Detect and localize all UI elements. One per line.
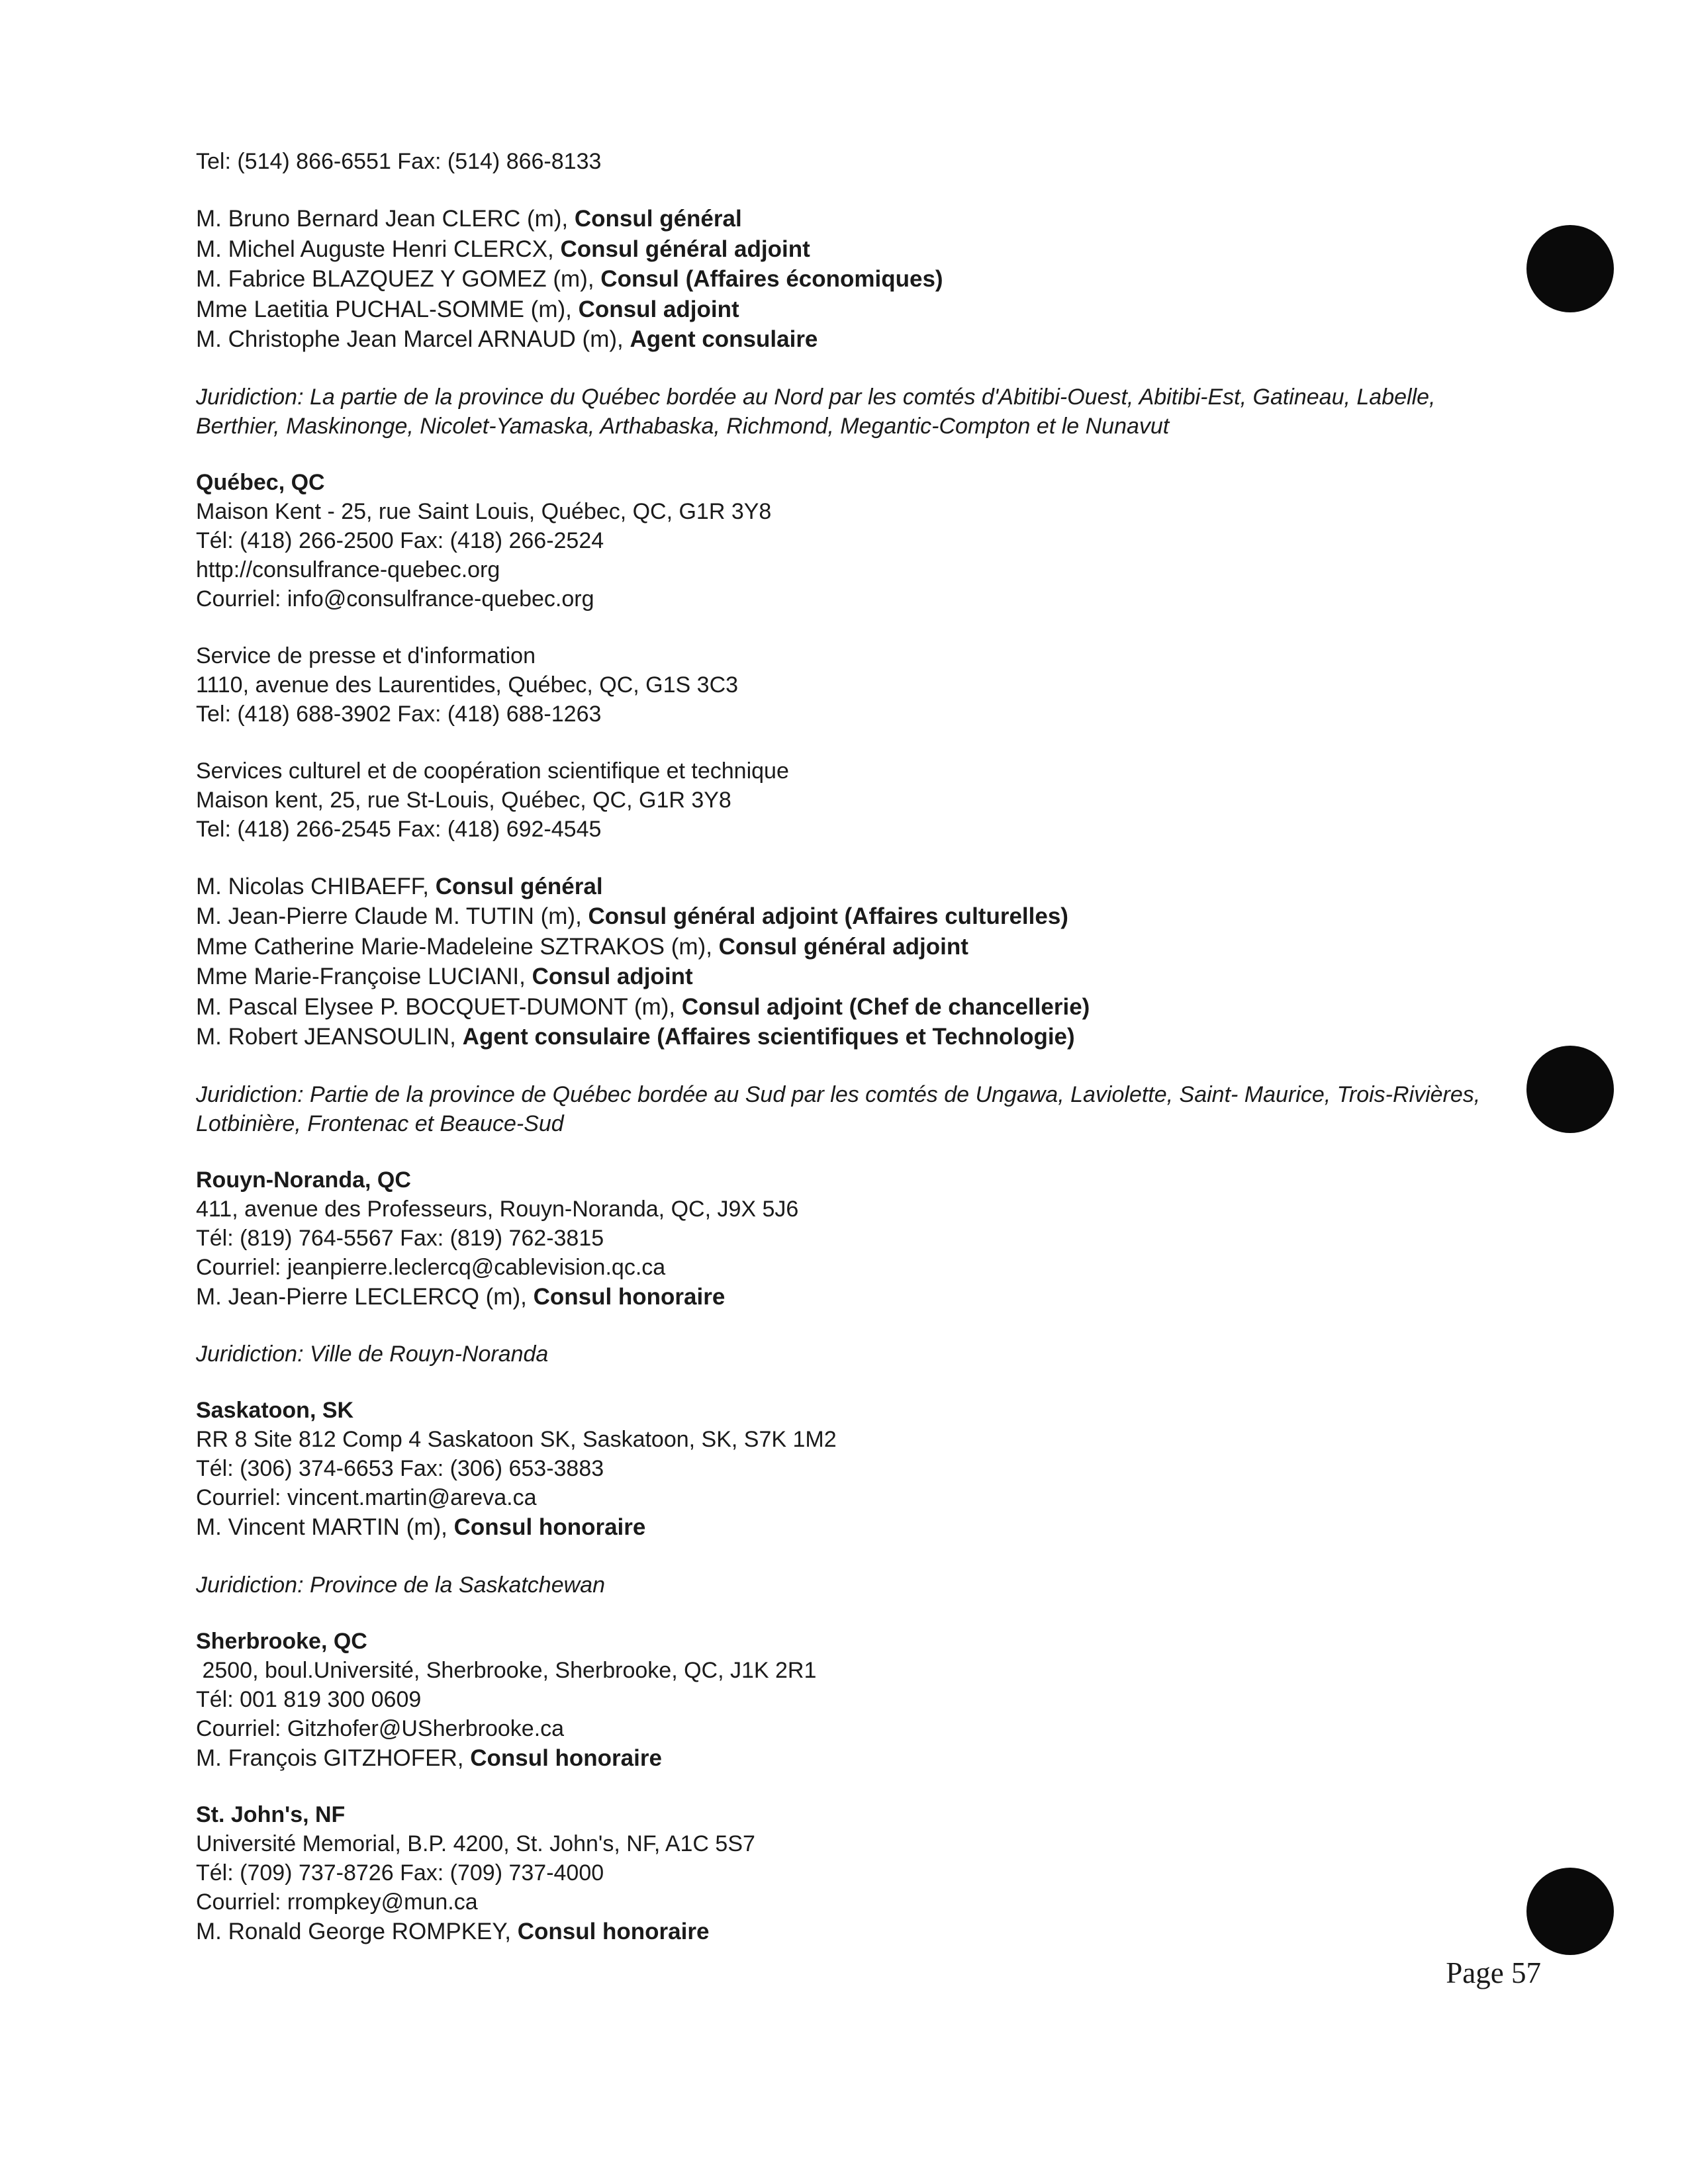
officer-line: M. Bruno Bernard Jean CLERC (m), Consul général [196, 206, 742, 232]
officer-line: M. François GITZHOFER, Consul honoraire [196, 1745, 662, 1771]
jurisdiction-text: Juridiction: Province de la Saskatchewan [196, 1572, 605, 1598]
website-link[interactable]: http://consulfrance-quebec.org [196, 557, 500, 582]
officer-line: Mme Catherine Marie-Madeleine SZTRAKOS (m), Consul général adjoint [196, 933, 968, 960]
service-title: Service de presse et d'information [196, 643, 536, 668]
jurisdiction-text: Juridiction: La partie de la province du Québec bordée au Nord par les comtés d'Abitibi-Ouest, Abitibi-Est, Gatineau, Labelle, Berthier, Maskinonge, Nicolet-Yamaska, Arthabaska, Richmond, Megantic-Compton et le Nunavut [196, 384, 1436, 439]
phone-line: Tel: (418) 688-3902 Fax: (418) 688-1263 [196, 701, 602, 727]
section-heading-rouyn-noranda: Rouyn-Noranda, QC [196, 1167, 411, 1193]
officer-line: M. Robert JEANSOULIN, Agent consulaire (Affaires scientifiques et Technologie) [196, 1024, 1075, 1050]
phone-line: Tél: (306) 374-6653 Fax: (306) 653-3883 [196, 1456, 604, 1481]
officer-list [196, 872, 1507, 1052]
address-line: Université Memorial, B.P. 4200, St. John's, NF, A1C 5S7 [196, 1831, 755, 1856]
officer-line: M. Nicolas CHIBAEFF, Consul général [196, 873, 603, 899]
jurisdiction-text: Juridiction: Partie de la province de Québec bordée au Sud par les comtés de Ungawa, Laviolette, Saint- Maurice, Trois-Rivières, Lotbinière, Frontenac et Beauce-Sud [196, 1081, 1481, 1136]
punch-hole-middle [1526, 1046, 1614, 1133]
officer-line: M. Vincent MARTIN (m), Consul honoraire [196, 1514, 646, 1540]
officer-line: M. Christophe Jean Marcel ARNAUD (m), Agent consulaire [196, 326, 818, 352]
email-line[interactable]: Courriel: Gitzhofer@USherbrooke.ca [196, 1715, 565, 1741]
officer-list [196, 204, 1507, 355]
address-line: Maison Kent - 25, rue Saint Louis, Québec, QC, G1R 3Y8 [196, 498, 772, 524]
officer-line: M. Michel Auguste Henri CLERCX, Consul général adjoint [196, 236, 810, 262]
address-line: RR 8 Site 812 Comp 4 Saskatoon SK, Saskatoon, SK, S7K 1M2 [196, 1427, 837, 1452]
section-heading-sherbrooke: Sherbrooke, QC [196, 1628, 367, 1654]
section-heading-st-johns: St. John's, NF [196, 1802, 346, 1827]
address-line: 411, avenue des Professeurs, Rouyn-Noranda, QC, J9X 5J6 [196, 1196, 799, 1222]
document-body [196, 147, 1507, 1947]
service-title: Services culturel et de coopération scientifique et technique [196, 758, 789, 784]
contact-line: Tel: (514) 866-6551 Fax: (514) 866-8133 [196, 149, 602, 174]
address-line: 2500, boul.Université, Sherbrooke, Sherbrooke, QC, J1K 2R1 [196, 1657, 817, 1683]
address-line: 1110, avenue des Laurentides, Québec, QC, G1S 3C3 [196, 672, 739, 698]
jurisdiction-text: Juridiction: Ville de Rouyn-Noranda [196, 1342, 549, 1367]
officer-line: Mme Marie-Françoise LUCIANI, Consul adjoint [196, 964, 693, 989]
punch-hole-bottom [1526, 1868, 1614, 1955]
address-line: Maison kent, 25, rue St-Louis, Québec, QC, G1R 3Y8 [196, 787, 731, 813]
officer-line: M. Jean-Pierre LECLERCQ (m), Consul honoraire [196, 1283, 726, 1310]
phone-line: Tél: (709) 737-8726 Fax: (709) 737-4000 [196, 1860, 604, 1886]
page-number: Page 57 [1446, 1956, 1541, 1989]
email-line[interactable]: Courriel: vincent.martin@areva.ca [196, 1485, 537, 1510]
officer-line: M. Jean-Pierre Claude M. TUTIN (m), Consul général adjoint (Affaires culturelles) [196, 903, 1068, 929]
phone-line: Tél: (819) 764-5567 Fax: (819) 762-3815 [196, 1225, 604, 1251]
officer-line: M. Fabrice BLAZQUEZ Y GOMEZ (m), Consul (Affaires économiques) [196, 266, 943, 292]
section-heading-quebec: Québec, QC [196, 469, 325, 495]
email-line[interactable]: Courriel: jeanpierre.leclercq@cablevision.qc.ca [196, 1254, 666, 1280]
officer-line: Mme Laetitia PUCHAL-SOMME (m), Consul adjoint [196, 296, 739, 322]
officer-line: M. Pascal Elysee P. BOCQUET-DUMONT (m), Consul adjoint (Chef de chancellerie) [196, 993, 1090, 1020]
phone-line: Tél: (418) 266-2500 Fax: (418) 266-2524 [196, 527, 604, 553]
email-line[interactable]: Courriel: info@consulfrance-quebec.org [196, 586, 594, 612]
section-heading-saskatoon: Saskatoon, SK [196, 1398, 354, 1423]
officer-line: M. Ronald George ROMPKEY, Consul honoraire [196, 1919, 710, 1944]
phone-line: Tél: 001 819 300 0609 [196, 1686, 422, 1712]
phone-line: Tel: (418) 266-2545 Fax: (418) 692-4545 [196, 816, 602, 842]
punch-hole-top [1526, 225, 1614, 312]
email-line[interactable]: Courriel: rrompkey@mun.ca [196, 1889, 478, 1915]
